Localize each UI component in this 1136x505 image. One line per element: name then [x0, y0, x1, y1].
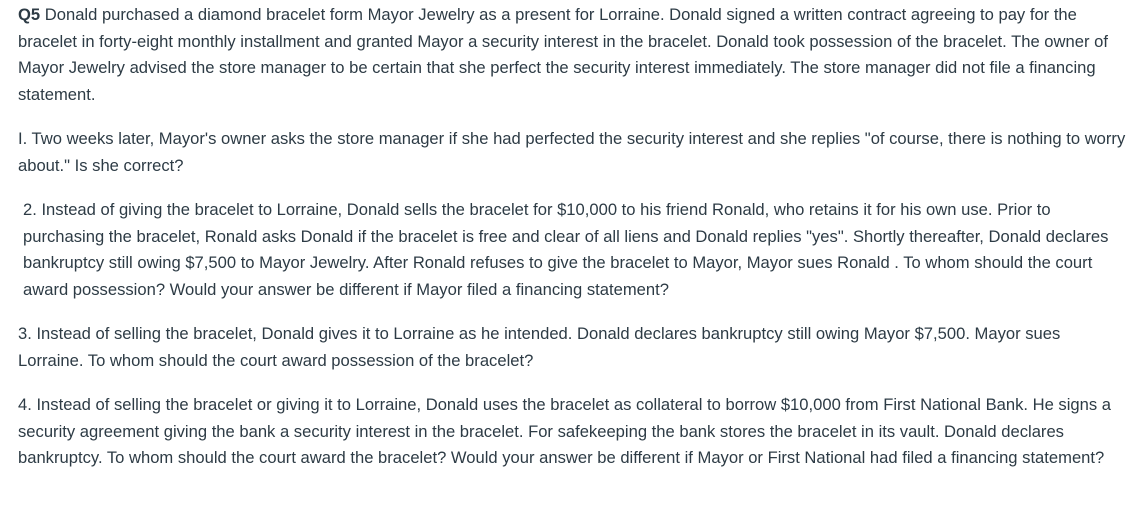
- question-label: Q5: [18, 5, 41, 24]
- question-part-4: 4. Instead of selling the bracelet or giving it to Lorraine, Donald uses the bracelet as collateral to borrow $10,000 from First National Bank. He signs a security agreement giving the bank a security interest in the bracelet. For safekeeping the bank stores the bracelet in its vault. Donald declares bankruptcy. To whom should the court award the bracelet? Would your answer be different if Mayor or First National had filed a financing statement?: [18, 395, 1112, 467]
- question-intro-text: Donald purchased a diamond bracelet form Mayor Jewelry as a present for Lorraine. Donald signed a written contract agreeing to pay for the bracelet in forty-eight monthly installment and granted Mayor a security interest in the bracelet. Donald took possession of the bracelet. The owner of Mayor Jewelry advised the store manager to be certain that she perfect the security interest immediately. The store manager did not file a financing statement.: [18, 5, 1108, 104]
- question-intro: [18, 2, 1128, 108]
- question-document: [18, 2, 1128, 472]
- question-part-1: I. Two weeks later, Mayor's owner asks the store manager if she had perfected the security interest and she replies "of course, there is nothing to worry about." Is she correct?: [18, 129, 1126, 175]
- question-part-2: 2. Instead of giving the bracelet to Lorraine, Donald sells the bracelet for $10,000 to his friend Ronald, who retains it for his own use. Prior to purchasing the bracelet, Ronald asks Donald if the bracelet is free and clear of all liens and Donald replies "yes". Shortly thereafter, Donald declares bankruptcy still owing $7,500 to Mayor Jewelry. After Ronald refuses to give the bracelet to Mayor, Mayor sues Ronald . To whom should the court award possession? Would your answer be different if Mayor filed a financing statement?: [23, 200, 1109, 299]
- question-part-3: 3. Instead of selling the bracelet, Donald gives it to Lorraine as he intended. Donald declares bankruptcy still owing Mayor $7,500. Mayor sues Lorraine. To whom should the court award possession of the bracelet?: [18, 324, 1061, 370]
